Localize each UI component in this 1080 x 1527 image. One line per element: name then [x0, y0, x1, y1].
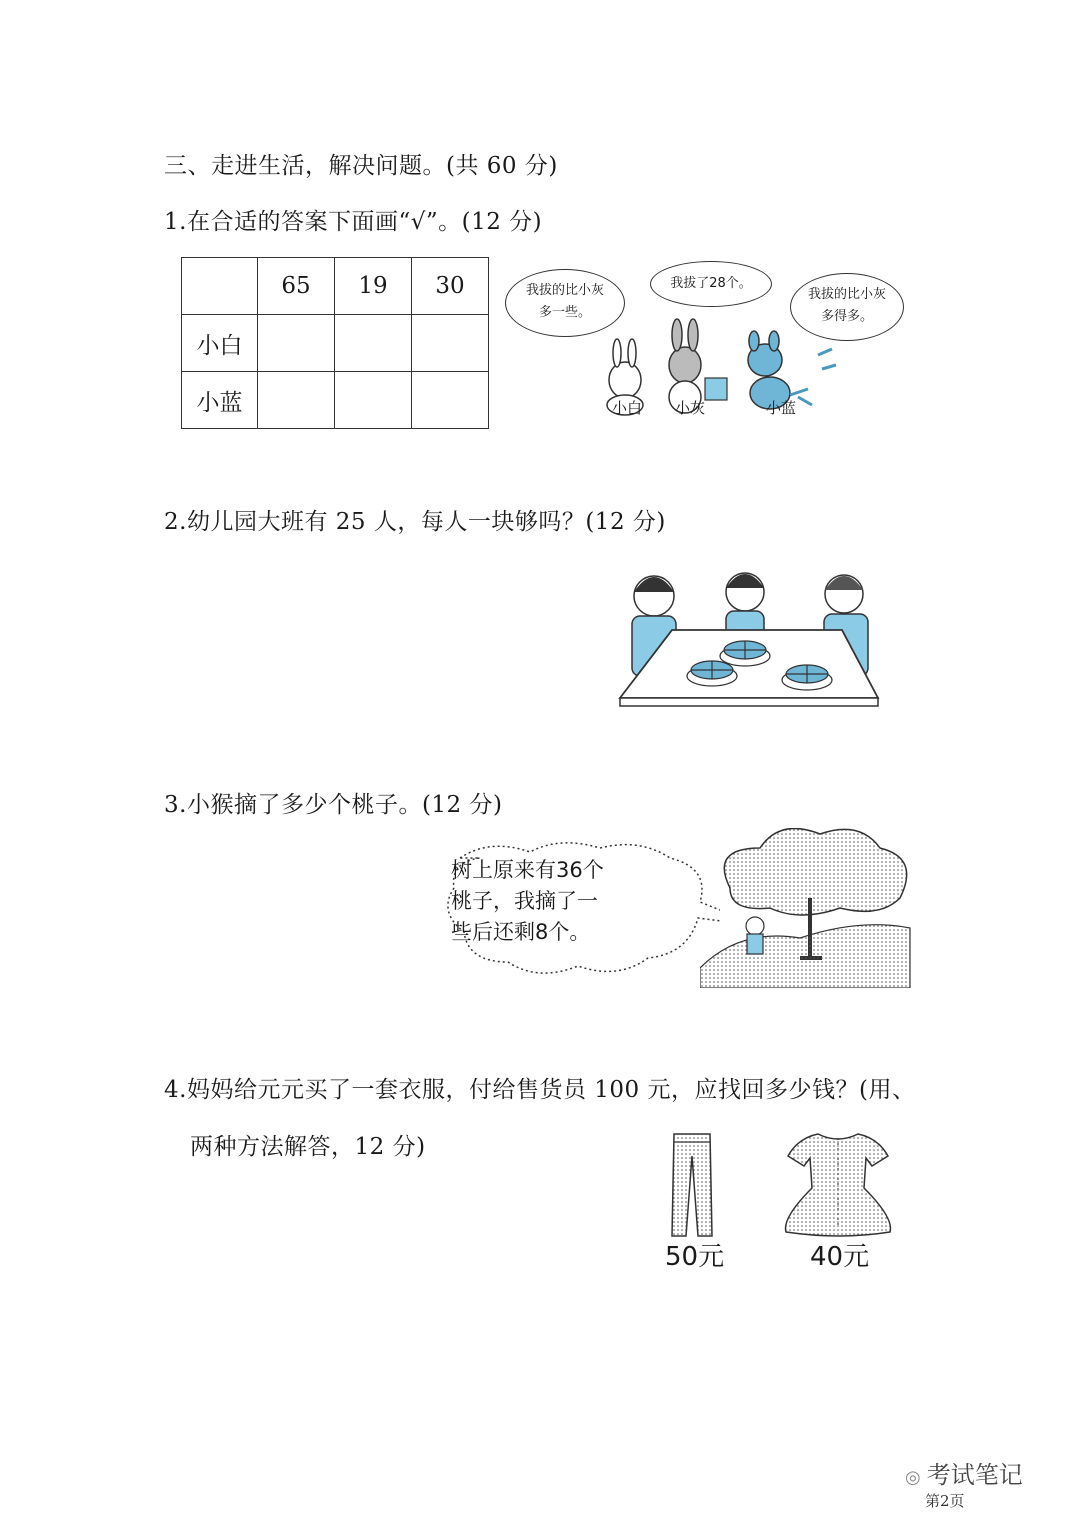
- peach-tree-icon: [700, 828, 915, 988]
- dress-price: 40元: [810, 1242, 870, 1272]
- trousers-price: 50元: [665, 1242, 725, 1272]
- answer-cell[interactable]: [335, 315, 412, 372]
- table-row: [182, 372, 489, 429]
- rabbit-name-xiaobai: 小白: [612, 399, 643, 417]
- question-3-title: 3.小猴摘了多少个桃子。(12 分): [164, 792, 503, 818]
- watermark: [905, 1455, 1023, 1490]
- rabbits-illustration: [500, 255, 920, 425]
- answer-cell[interactable]: [258, 315, 335, 372]
- question-2-title: 2.幼儿园大班有 25 人，每人一块够吗？(12 分): [164, 509, 666, 535]
- rabbit-name-xiaohui: 小灰: [675, 399, 706, 417]
- table-header-row: [182, 258, 489, 315]
- row-label: 小蓝: [182, 372, 258, 429]
- answer-table: [181, 257, 489, 429]
- speech-line: 些后还剩8个。: [451, 920, 591, 944]
- bubble-text: 我拔的比小灰多得多。: [807, 287, 886, 324]
- bubble-text: 我拔了28个。: [670, 276, 752, 291]
- speech-line: 树上原来有36个: [451, 858, 604, 882]
- rabbit-name-xiaolan: 小蓝: [766, 399, 797, 417]
- page-number: 第2页: [925, 1492, 965, 1510]
- answer-cell[interactable]: [412, 315, 489, 372]
- trousers-icon: [668, 1132, 716, 1238]
- table-corner-cell: [182, 258, 258, 315]
- question-4-title-line2: 两种方法解答，12 分): [190, 1134, 426, 1160]
- children-cakes-icon: [612, 564, 890, 714]
- monkey-speech: [451, 855, 604, 948]
- table-header-cell: 19: [335, 258, 412, 315]
- row-label: 小白: [182, 315, 258, 372]
- bubble-text: 我拔的比小灰多一些。: [525, 283, 604, 320]
- question-4-title-line1: 4.妈妈给元元买了一套衣服，付给售货员 100 元，应找回多少钱？(用、: [164, 1077, 916, 1103]
- section-title: 三、走进生活，解决问题。(共 60 分): [164, 153, 558, 179]
- answer-cell[interactable]: [258, 372, 335, 429]
- table-row: [182, 315, 489, 372]
- rabbits-icon: [500, 255, 920, 425]
- wechat-icon: ◎: [905, 1467, 921, 1488]
- answer-cell[interactable]: [335, 372, 412, 429]
- dress-icon: [780, 1128, 896, 1238]
- watermark-text: 考试笔记: [926, 1461, 1023, 1489]
- question-1-title: 1.在合适的答案下面画“√”。(12 分): [164, 209, 543, 235]
- table-header-cell: 65: [258, 258, 335, 315]
- speech-line: 桃子，我摘了一: [451, 889, 598, 913]
- answer-cell[interactable]: [412, 372, 489, 429]
- table-header-cell: 30: [412, 258, 489, 315]
